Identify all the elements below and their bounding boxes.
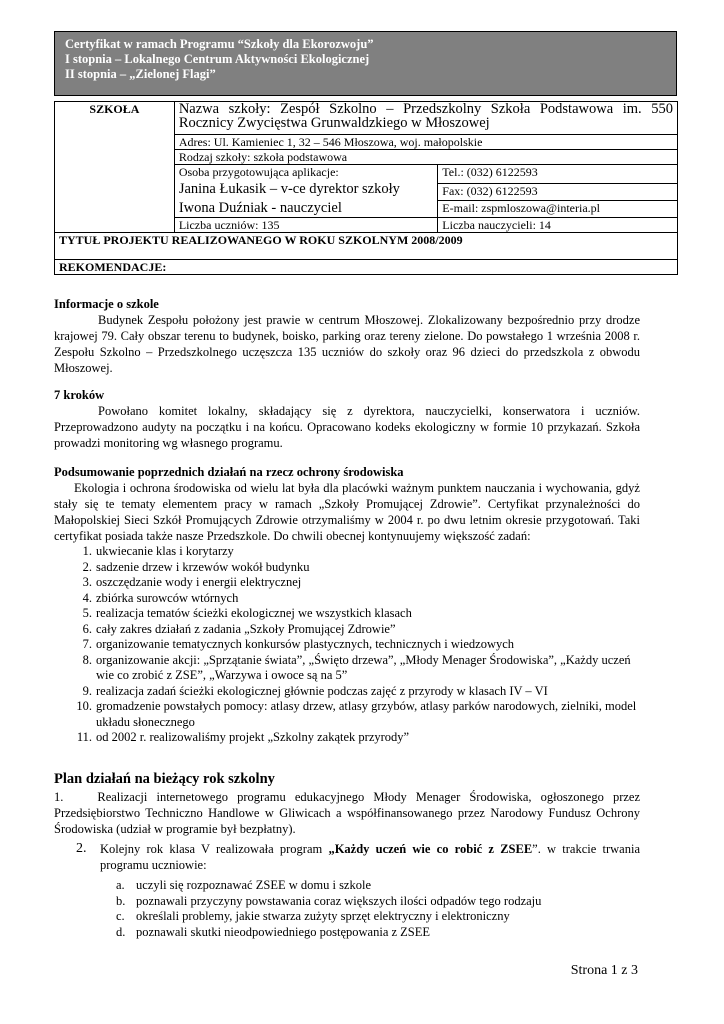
plan-heading: Plan działań na bieżący rok szkolny — [54, 771, 275, 787]
list-item — [74, 591, 640, 607]
plan-item-text: Realizacji internetowego programu edukacyjnego Młody Menager Środowiska, ogłoszonego przez Przedsiębiorstwo Techniczno Handlowe w Gliwicach a współfinansowanego przez Narodowy Fundusz Ochrony Środowiska (udział w programie był bezpłatny). — [54, 790, 640, 836]
list-item-text: określali problemy, jakie stwarza zużyty sprzęt elektryczny i elektroniczny — [136, 909, 510, 923]
list-item — [116, 909, 640, 925]
list-item-text: realizacja zadań ścieżki ekologicznej głównie podczas zajęć z przyrody w klasach IV – VI — [96, 683, 548, 698]
list-item — [116, 894, 640, 910]
list-item — [116, 925, 640, 941]
list-item-text: ukwiecanie klas i korytarzy — [96, 544, 234, 558]
list-item-number: 11. — [76, 730, 92, 744]
school-table — [54, 101, 678, 275]
list-item-letter: d. — [116, 924, 126, 939]
list-item — [116, 878, 640, 894]
school-label: SZKOŁA — [55, 102, 175, 233]
list-item-text: organizowanie akcji: „Sprzątanie świata”, „Święto drzewa”, „Młody Menager Środowiska”, „Każdy uczeń wie co zrobić z ZSE”, „Warzywa i owoce są na 5” — [96, 652, 631, 682]
list-item-number: 9. — [82, 683, 92, 698]
student-count: Liczba uczniów: 135 — [174, 218, 437, 233]
section-heading: Podsumowanie poprzednich działań na rzecz ochrony środowiska — [54, 465, 404, 479]
project-title: TYTUŁ PROJEKTU REALIZOWANEGO W ROKU SZKOLNYM 2008/2009 — [55, 233, 678, 260]
list-item-number: 10. — [76, 699, 92, 713]
list-item — [74, 637, 640, 653]
seven-steps-section — [54, 387, 640, 451]
list-item-text: sadzenie drzew i krzewów wokół budynku — [96, 559, 310, 574]
list-item — [74, 544, 640, 560]
page-number: Strona 1 z 3 — [570, 963, 638, 978]
school-info-section — [54, 296, 640, 376]
email: E-mail: zspmloszowa@interia.pl — [438, 201, 678, 218]
recommendations: REKOMENDACJE: — [55, 260, 678, 275]
plan-item-number: 1. — [54, 790, 64, 804]
preparer-cell — [174, 165, 437, 218]
list-item — [74, 653, 640, 684]
preparer-name: Janina Łukasik – v-ce dyrektor szkoły — [178, 181, 400, 197]
school-name: Nazwa szkoły: Zespół Szkolno – Przedszkolny Szkoła Podstawowa im. 550 Rocznicy Zwycięstwa Grunwaldzkiego w Młoszowej — [174, 102, 677, 135]
list-item — [74, 730, 640, 746]
plan-section — [54, 771, 640, 940]
list-item-number: 7. — [82, 637, 92, 651]
teacher-count: Liczba nauczycieli: 14 — [438, 218, 678, 233]
plan-item-text: ”. w trakcie trwania programu uczniowie: — [100, 842, 640, 872]
list-item-number: 5. — [82, 606, 92, 620]
plan-item-program: „Każdy uczeń wie co robić z ZSEE — [328, 842, 533, 856]
list-item-text: poznawali skutki nieodpowiedniego postępowania z ZSEE — [136, 924, 431, 939]
summary-list — [74, 544, 640, 746]
list-item-number: 4. — [82, 590, 92, 605]
section-text: Ekologia i ochrona środowiska od wielu lat była dla placówki ważnym punktem nauczania i wychowania, gdyż stały się te tematy elementem pracy w ramach „Szkoły Promującej Zdrowie”. Certyfikat przynależności do Małopolskiej Sieci Szkół Promujących Zdrowie otrzymaliśmy w 2004 r. po dwu letnim okresie przygotowań. Taki certyfikat posiada także nasze Przedszkole. Do chwili obecnej kontynuujemy większość zadań: — [54, 481, 640, 543]
section-heading: 7 kroków — [54, 388, 105, 402]
list-item-text: cały zakres działań z zadania „Szkoły Promującej Zdrowie” — [96, 621, 396, 636]
summary-section — [54, 464, 640, 746]
preparer-name: Iwona Duźniak - nauczyciel — [178, 200, 342, 216]
school-type: Rodzaj szkoły: szkoła podstawowa — [174, 150, 677, 165]
plan-item-1 — [54, 789, 640, 837]
section-text: Budynek Zespołu położony jest prawie w centrum Młoszowej. Zlokalizowany bezpośrednio przy drodze krajowej 79. Cały obszar terenu to budynek, boisko, parking oraz tereny zielone. Do powstałego 1 września 2008 r. Zespołu Szkolno – Przedszkolnego uczęszcza 135 uczniów do szkoły oraz 96 dzieci do przedszkola z obwodu Młoszowej. — [54, 313, 640, 375]
plan-item-2 — [54, 841, 640, 873]
list-item-text: uczyli się rozpoznawać ZSEE w domu i szkole — [136, 878, 371, 892]
list-item-letter: a. — [116, 878, 125, 892]
list-item-text: zbiórka surowców wtórnych — [96, 590, 239, 605]
list-item — [74, 560, 640, 576]
list-item — [74, 606, 640, 622]
plan-item-text: Kolejny rok klasa V realizowała program — [100, 842, 329, 856]
preparer-label: Osoba przygotowująca aplikacje: — [178, 165, 339, 179]
list-item-number: 8. — [82, 652, 92, 667]
list-item-text: gromadzenie powstałych pomocy: atlasy drzew, atlasy grzybów, atlasy parków narodowych, zielniki, model układu słonecznego — [96, 699, 637, 729]
list-item-text: oszczędzanie wody i energii elektrycznej — [96, 575, 302, 589]
list-item — [74, 684, 640, 700]
plan-item-number: 2. — [76, 841, 87, 856]
list-item — [74, 622, 640, 638]
list-item-number: 2. — [82, 559, 92, 574]
list-item — [74, 575, 640, 591]
list-item-text: organizowanie tematycznych konkursów plastycznych, technicznych i wiedzowych — [96, 637, 515, 651]
list-item-text: poznawali przyczyny powstawania coraz większych ilości odpadów tego rodzaju — [136, 893, 542, 908]
certificate-header — [54, 31, 677, 96]
phone: Tel.: (032) 6122593 — [438, 165, 678, 184]
list-item-number: 3. — [82, 575, 92, 589]
list-item-letter: c. — [116, 909, 125, 923]
section-heading: Informacje o szkole — [54, 297, 159, 311]
section-text: Powołano komitet lokalny, składający się z dyrektora, nauczycielki, konserwatora i uczniów. Przeprowadzono audyty na początku i na końcu. Opracowano kodeks ekologiczny w formie 10 przykazań. Szkoła prowadzi monitoring wg własnego programu. — [54, 404, 640, 450]
fax: Fax: (032) 6122593 — [438, 184, 678, 201]
list-item — [74, 699, 640, 730]
school-address: Adres: Ul. Kamieniec 1, 32 – 546 Młoszowa, woj. małopolskie — [174, 135, 677, 150]
list-item-number: 6. — [82, 621, 92, 636]
list-item-number: 1. — [82, 544, 92, 558]
certificate-line: I stopnia – Lokalnego Centrum Aktywności Ekologicznej — [65, 52, 370, 66]
list-item-text: od 2002 r. realizowaliśmy projekt „Szkolny zakątek przyrody” — [96, 730, 410, 744]
list-item-text: realizacja tematów ścieżki ekologicznej we wszystkich klasach — [96, 606, 412, 620]
list-item-letter: b. — [116, 893, 126, 908]
plan-sublist — [116, 878, 640, 940]
certificate-line: Certyfikat w ramach Programu “Szkoły dla Ekorozwoju” — [65, 37, 374, 51]
certificate-line: II stopnia – „Zielonej Flagi” — [65, 67, 216, 81]
